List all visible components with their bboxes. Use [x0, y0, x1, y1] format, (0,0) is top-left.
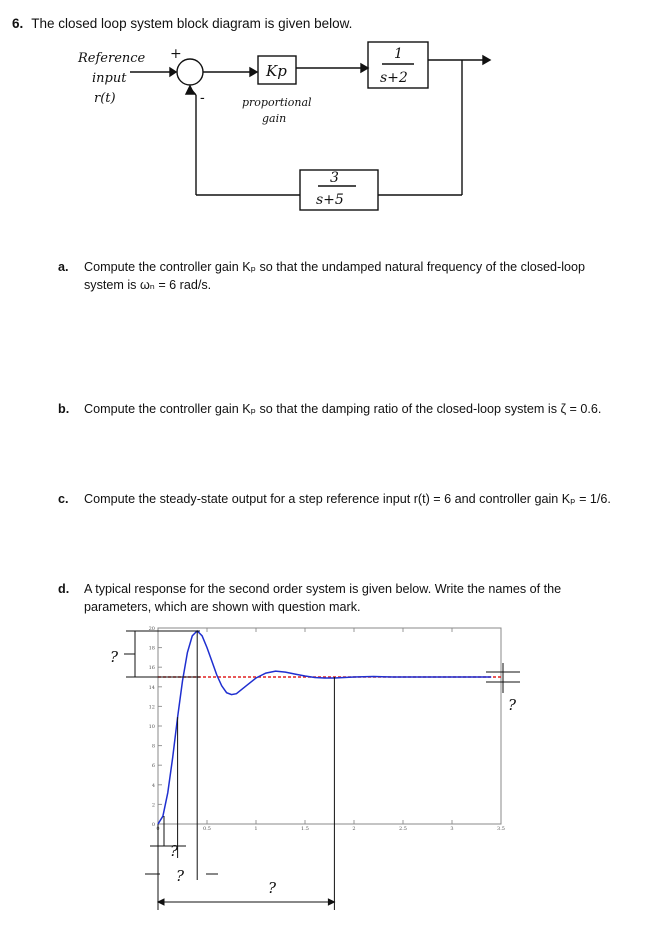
y-tick-labels — [149, 626, 155, 828]
x-tick-label: 2.5 — [399, 826, 407, 832]
x-tick-label: 0 — [156, 826, 160, 832]
settling-arrow-left — [158, 899, 164, 905]
kp-label: Kp — [266, 62, 287, 80]
part-b-label: b. — [58, 402, 70, 416]
part-b-text: Compute the controller gain Kₚ so that the damping ratio of the closed-loop system is ζ = 0.6. — [84, 402, 602, 416]
x-tick-label: 3 — [450, 826, 454, 832]
y-tick-label: 16 — [148, 665, 155, 672]
reference-label-3: r(t) — [94, 91, 116, 106]
qmark-settling-time: ? — [268, 879, 277, 897]
part-d-label: d. — [58, 582, 70, 596]
y-tick-label: 12 — [148, 704, 155, 711]
input-arrow — [170, 68, 176, 76]
y-tick-label: 20 — [148, 626, 155, 632]
part-d — [58, 580, 618, 616]
qmark-peak-time: ? — [176, 867, 185, 885]
summing-junction — [177, 59, 203, 85]
feedback-denominator: s+5 — [316, 192, 344, 208]
x-tick-labels — [156, 826, 505, 832]
plot-frame — [158, 628, 501, 824]
qmark-tolerance: ? — [508, 696, 517, 714]
x-tick-label: 1 — [254, 826, 258, 832]
y-tick-label: 14 — [148, 684, 155, 691]
question-text: The closed loop system block diagram is given below. — [31, 16, 353, 31]
plant-denominator: s+2 — [380, 70, 408, 86]
kp-caption-2: gain — [262, 112, 287, 125]
plant-numerator: 1 — [394, 46, 403, 62]
question-number: 6. — [12, 16, 24, 31]
qmark-overshoot: ? — [110, 648, 119, 666]
reference-label-2: input — [92, 71, 127, 86]
y-tick-label: 6 — [151, 763, 155, 770]
y-tick-label: 8 — [151, 743, 155, 750]
step-response-plot — [0, 618, 654, 918]
plot-grid — [158, 628, 501, 824]
x-tick-label: 0.5 — [203, 826, 211, 832]
plus-sign: + — [170, 46, 182, 62]
part-a-label: a. — [58, 260, 69, 274]
x-tick-label: 3.5 — [497, 826, 505, 832]
y-tick-label: 10 — [148, 724, 155, 730]
y-tick-label: 4 — [151, 782, 155, 789]
minus-sign: - — [200, 90, 205, 106]
kp-caption-1: proportional — [242, 96, 312, 109]
block-diagram — [0, 0, 654, 220]
response-curve — [158, 631, 491, 824]
x-tick-label: 1.5 — [301, 826, 309, 832]
settling-arrow-right — [328, 899, 334, 905]
part-a-text: Compute the controller gain Kₚ so that the undamped natural frequency of the closed-loop system is ωₙ = 6 rad/s. — [84, 260, 586, 292]
reference-label-1: Reference — [78, 51, 146, 66]
y-tick-label: 0 — [151, 822, 155, 828]
part-a — [58, 258, 618, 294]
qmark-rise-time: ? — [170, 842, 179, 860]
part-c-text: Compute the steady-state output for a step reference input r(t) = 6 and controller gain Kₚ = 1/6. — [84, 492, 611, 506]
part-c-label: c. — [58, 492, 69, 506]
part-d-text: A typical response for the second order system is given below. Write the names of the parameters, which are shown with question mark. — [84, 582, 562, 614]
x-tick-label: 2 — [352, 826, 356, 832]
feedback-numerator: 3 — [330, 170, 339, 186]
y-tick-label: 2 — [151, 802, 155, 809]
y-tick-label: 18 — [148, 645, 155, 652]
part-c — [58, 490, 618, 508]
part-b — [58, 400, 618, 418]
